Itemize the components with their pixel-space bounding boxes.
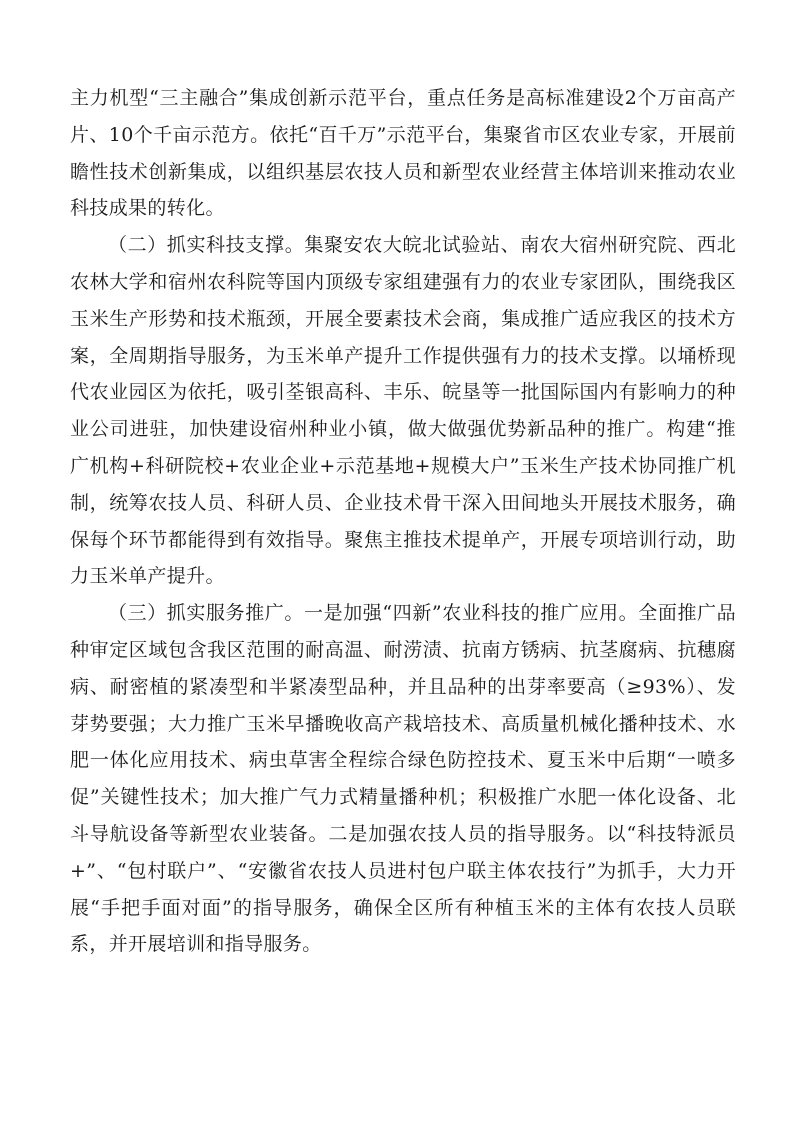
paragraph-section-3: （三）抓实服务推广。一是加强“四新”农业科技的推广应用。全面推广品种审定区域包含我区范围的耐高温、耐涝渍、抗南方锈病、抗茎腐病、抗穗腐病、耐密植的紧凑型和半紧凑型品种，并且品种的出芽率要高（≥93%）、发芽势要强；大力推广玉米早播晚收高产栽培技术、高质量机械化播种技术、水肥一体化应用技术、病虫草害全程综合绿色防控技术、夏玉米中后期“一喷多促”关键性技术；加大推广气力式精量播种机；积极推广水肥一体化设备、北斗导航设备等新型农业装备。二是加强农技人员的指导服务。以“科技特派员+”、“包村联户”、“安徽省农技人员进村包户联主体农技行”为抓手，大力开展“手把手面对面”的指导服务，确保全区所有种植玉米的主体有农技人员联系，并开展培训和指导服务。 <box>70 602 736 956</box>
paragraph-section-2: （二）抓实科技支撑。集聚安农大皖北试验站、南农大宿州研究院、西北农林大学和宿州农科院等国内顶级专家组建强有力的农业专家团队，围绕我区玉米生产形势和技术瓶颈，开展全要素技术会商，集成推广适应我区的技术方案，全周期指导服务，为玉米单产提升工作提供强有力的技术支撑。以埇桥现代农业园区为依托，吸引荃银高科、丰乐、皖垦等一批国际国内有影响力的种业公司进驻，加快建设宿州种业小镇，做大做强优势新品种的推广。构建“推广机构+科研院校+农业企业+示范基地+规模大户”玉米生产技术协同推广机制，统筹农技人员、科研人员、企业技术骨干深入田间地头开展技术服务，确保每个环节都能得到有效指导。聚焦主推技术提单产，开展专项培训行动，助力玉米单产提升。 <box>70 234 736 588</box>
document-body <box>70 80 736 963</box>
paragraph-continuation: 主力机型“三主融合”集成创新示范平台，重点任务是高标准建设2个万亩高产片、10个千亩示范方。依托“百千万”示范平台，集聚省市区农业专家，开展前瞻性技术创新集成，以组织基层农技人员和新型农业经营主体培训来推动农业科技成果的转化。 <box>70 87 736 220</box>
